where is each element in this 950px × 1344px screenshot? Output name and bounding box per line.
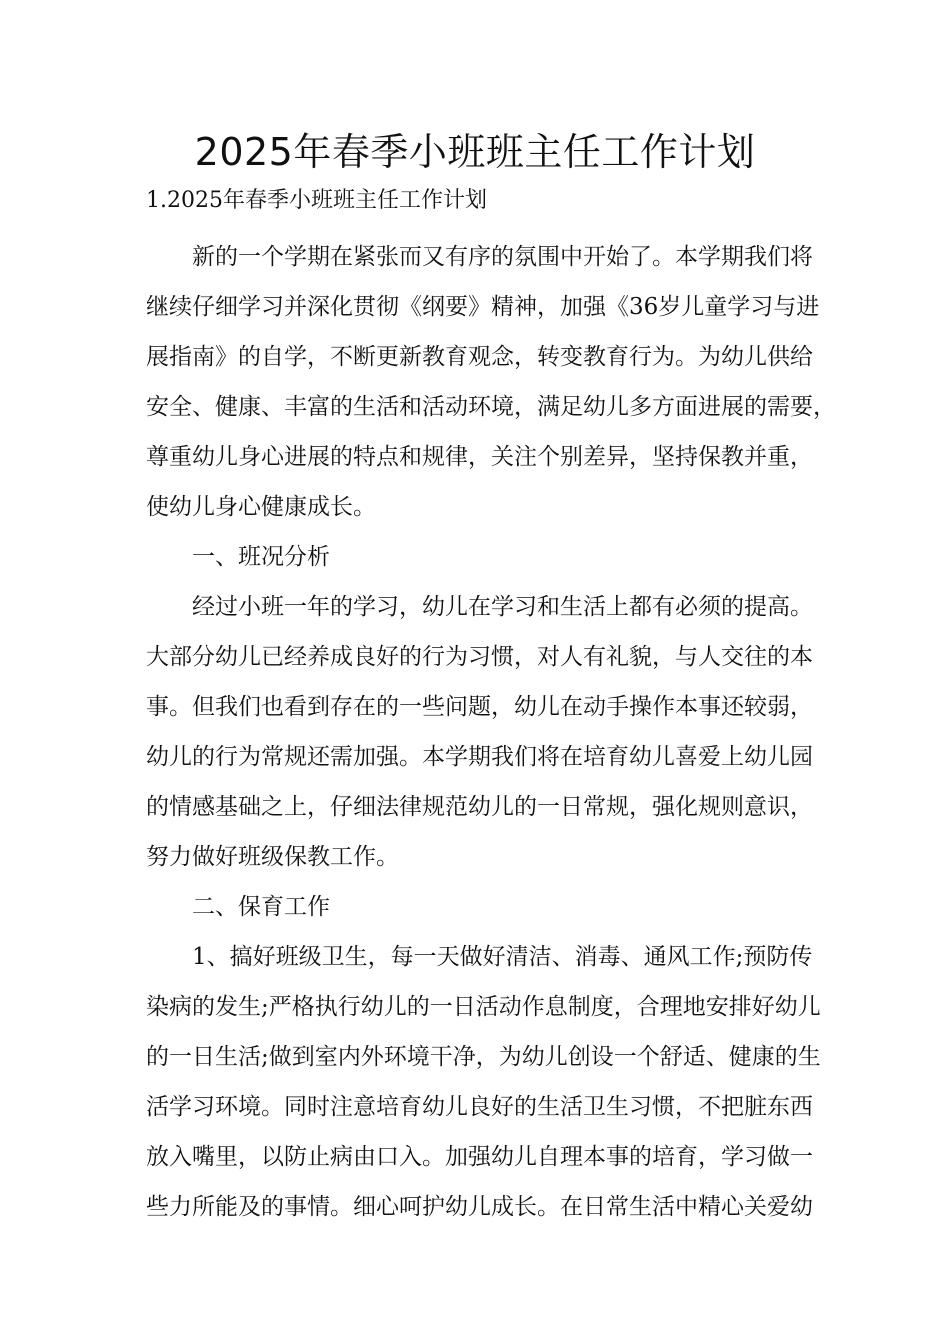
text-line: 些力所能及的事情。细心呵护幼儿成长。在日常生活中精心关爱幼 — [146, 1194, 813, 1220]
text-line: 安全、健康、丰富的生活和活动环境，满足幼儿多方面进展的需要， — [146, 394, 836, 420]
text-line: 活学习环境。同时注意培育幼儿良好的生活卫生习惯，不把脏东西 — [146, 1094, 813, 1120]
text-line: 尊重幼儿身心进展的特点和规律，关注个别差异，坚持保教并重， — [146, 444, 813, 470]
text-line: 二、保育工作 — [192, 894, 330, 920]
text-line: 使幼儿身心健康成长。 — [146, 494, 376, 520]
text-line: 事。但我们也看到存在的一些问题，幼儿在动手操作本事还较弱， — [146, 694, 813, 720]
text-line: 1、搞好班级卫生，每一天做好清洁、消毒、通风工作;预防传 — [192, 944, 813, 970]
text-line: 经过小班一年的学习，幼儿在学习和生活上都有必须的提高。 — [192, 594, 813, 620]
document-body — [146, 232, 836, 1232]
text-line: 努力做好班级保教工作。 — [146, 844, 399, 870]
text-line: 染病的发生;严格执行幼儿的一日活动作息制度，合理地安排好幼儿 — [146, 994, 821, 1020]
text-line: 的一日生活;做到室内外环境干净，为幼儿创设一个舒适、健康的生 — [146, 1044, 821, 1070]
text-line: 的情感基础之上，仔细法律规范幼儿的一日常规，强化规则意识， — [146, 794, 813, 820]
text-line: 大部分幼儿已经养成良好的行为习惯，对人有礼貌，与人交往的本 — [146, 644, 813, 670]
text-line: 幼儿的行为常规还需加强。本学期我们将在培育幼儿喜爱上幼儿园 — [146, 744, 813, 770]
text-line: 一、班况分析 — [192, 544, 330, 570]
document-title: 2025年春季小班班主任工作计划 — [194, 130, 756, 174]
text-line: 展指南》的自学，不断更新教育观念，转变教育行为。为幼儿供给 — [146, 344, 813, 370]
text-line: 放入嘴里，以防止病由口入。加强幼儿自理本事的培育，学习做一 — [146, 1144, 813, 1170]
text-line: 新的一个学期在紧张而又有序的氛围中开始了。本学期我们将 — [192, 244, 813, 270]
document-subtitle: 1.2025年春季小班班主任工作计划 — [146, 188, 487, 213]
text-line: 继续仔细学习并深化贯彻《纲要》精神，加强《36岁儿童学习与进 — [146, 294, 820, 320]
